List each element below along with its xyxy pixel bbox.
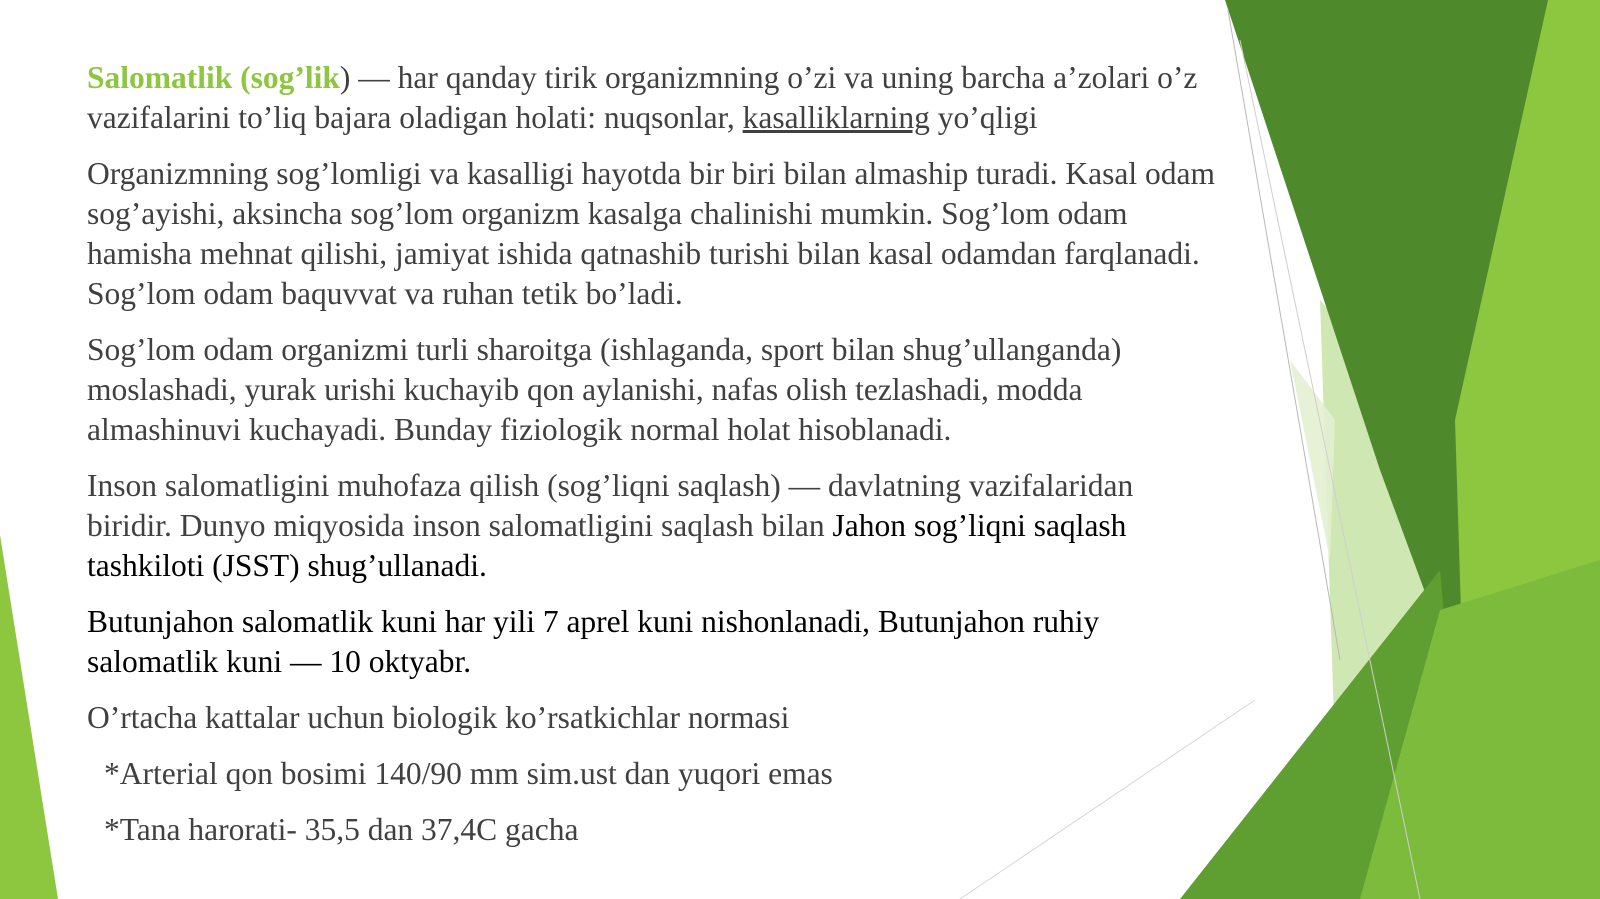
bullet-blood-pressure: *Arterial qon bosimi 140/90 mm sim.ust dan yuqori emas [104, 756, 833, 791]
paragraph-norms-heading: O’rtacha kattalar uchun biologik ko’rsatkichlar normasi [87, 700, 790, 735]
jsst-text: Jahon sog’liqni saqlash tashkiloti (JSST) shug’ullanadi. [87, 508, 1127, 583]
term-salomatlik: Salomatlik (sog’lik [87, 60, 340, 95]
left-green-sliver [0, 535, 58, 899]
bullet-body-temperature: *Tana harorati- 35,5 dan 37,4C gacha [104, 812, 579, 847]
paragraph-health-days: Butunjahon salomatlik kuni har yili 7 aprel kuni nishonlanadi, Butunjahon ruhiy salomatlik kuni — 10 oktyabr. [87, 604, 1100, 679]
paragraph-health-illness: Organizmning sog’lomligi va kasalligi hayotda bir biri bilan almaship turadi. Kasal odam sog’ayishi, aksincha sog’lom organizm kasalga chalinishi mumkin. Sog’lom odam hamisha mehnat qilishi, jamiyat ishida qatnashib turishi bilan kasal odamdan farqlanadi. Sog’lom odam baquvvat va ruhan tetik bo’ladi. [87, 156, 1215, 311]
paragraph-definition [87, 58, 1222, 138]
kasalliklarning-link[interactable]: kasalliklarning [742, 100, 930, 135]
paragraph-protection [87, 466, 1222, 586]
definition-text-end: yo’qligi [929, 100, 1038, 135]
protection-text: Inson salomatligini muhofaza qilish (sog’liqni saqlash) — davlatning vazifalaridan biridir. Dunyo miqyosida inson salomatligini saqlash bilan [87, 468, 1134, 543]
definition-text: ) — har qanday tirik organizmning o’zi va uning barcha a’zolari o’z vazifalarini to’liq bajara oladigan holati: nuqsonlar, [87, 60, 1198, 135]
slide-body [87, 58, 1222, 866]
paragraph-adaptation: Sog’lom odam organizmi turli sharoitga (ishlaganda, sport bilan shug’ullanganda) moslashadi, yurak urishi kuchayib qon aylanishi, nafas olish tezlashadi, modda almashinuvi kuchayadi. Bunday fiziologik normal holat hisoblanadi. [87, 332, 1122, 447]
